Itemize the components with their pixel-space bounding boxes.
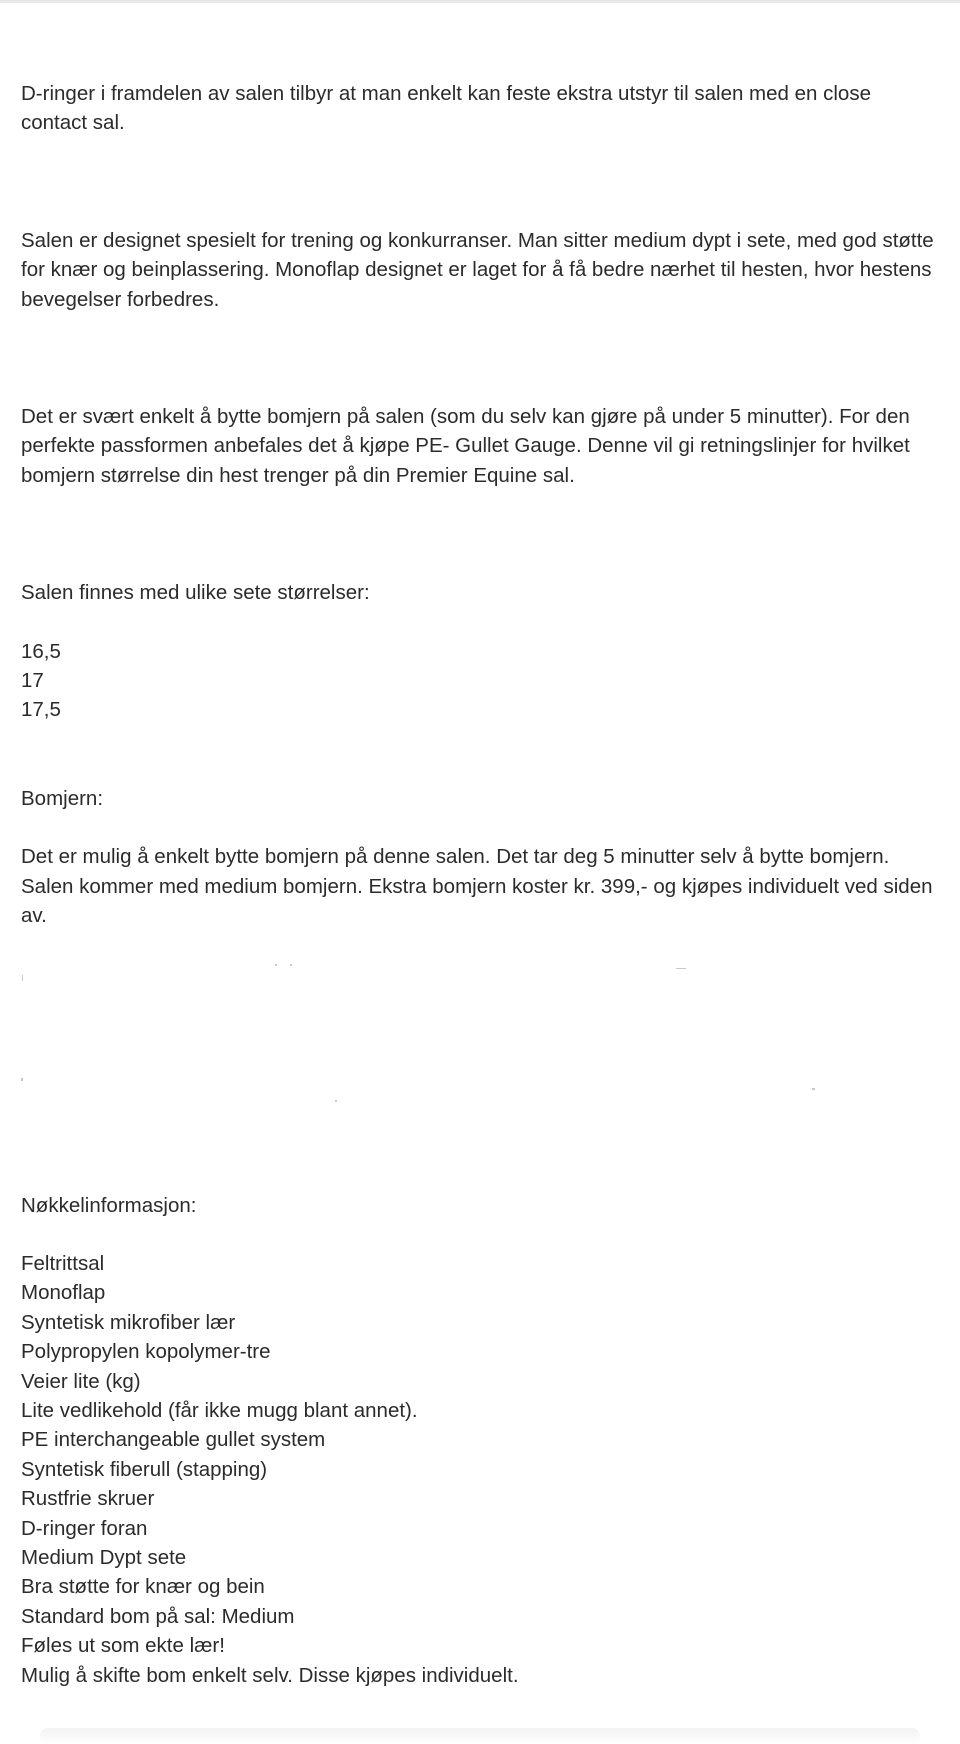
seat-sizes-list	[21, 637, 941, 725]
list-item: Mulig å skifte bom enkelt selv. Disse kjøpes individuelt.	[21, 1663, 519, 1687]
design-paragraph: Salen er designet spesielt for trening og konkurranser. Man sitter medium dypt i sete, med god støtte for knær og beinplassering. Monoflap designet er laget for å få bedre nærhet til hesten, hvor hestens bevegelser forbedres.	[21, 228, 934, 311]
key-info-heading: Nøkkelinformasjon:	[21, 1193, 197, 1217]
key-info-list	[21, 1249, 941, 1690]
list-item: D-ringer foran	[21, 1516, 148, 1540]
image-artifact	[812, 1088, 815, 1090]
image-artifact	[290, 964, 292, 966]
list-item: Syntetisk mikrofiber lær	[21, 1310, 236, 1334]
list-item: Medium Dypt sete	[21, 1545, 187, 1569]
list-item: 17	[21, 669, 44, 693]
list-item: Veier lite (kg)	[21, 1369, 141, 1393]
seat-sizes-heading: Salen finnes med ulike sete størrelser:	[21, 581, 370, 605]
product-description	[21, 79, 941, 1690]
list-item: PE interchangeable gullet system	[21, 1428, 326, 1452]
image-artifact	[21, 1078, 23, 1081]
list-item: Polypropylen kopolymer-tre	[21, 1340, 271, 1364]
list-item: Bra støtte for knær og bein	[21, 1575, 265, 1599]
list-item: Føles ut som ekte lær!	[21, 1634, 225, 1658]
list-item: Syntetisk fiberull (stapping)	[21, 1457, 268, 1481]
image-artifact	[676, 968, 686, 969]
image-artifact	[22, 975, 23, 981]
blank-image-area	[21, 931, 941, 1191]
bottom-shadow	[40, 1728, 920, 1744]
list-item: Rustfrie skruer	[21, 1487, 155, 1511]
list-item: Monoflap	[21, 1281, 106, 1305]
d-rings-paragraph: D-ringer i framdelen av salen tilbyr at man enkelt kan feste ekstra utstyr til salen med en close contact sal.	[21, 82, 871, 135]
list-item: 17,5	[21, 698, 61, 722]
image-artifact	[275, 964, 277, 966]
list-item: 16,5	[21, 639, 61, 663]
image-artifact	[335, 1100, 337, 1102]
list-item: Standard bom på sal: Medium	[21, 1604, 295, 1628]
gullet-heading: Bomjern:	[21, 786, 104, 810]
list-item: Feltrittsal	[21, 1251, 105, 1275]
gullet-change-paragraph: Det er svært enkelt å bytte bomjern på salen (som du selv kan gjøre på under 5 minutter). For den perfekte passformen anbefales det å kjøpe PE- Gullet Gauge. Denne vil gi retningslinjer for hvilket bomjern størrelse din hest trenger på din Premier Equine sal.	[21, 405, 910, 487]
gullet-paragraph: Det er mulig å enkelt bytte bomjern på denne salen. Det tar deg 5 minutter selv å bytte bomjern. Salen kommer med medium bomjern. Ekstra bomjern koster kr. 399,- og kjøpes individuelt ved siden av.	[21, 845, 933, 928]
top-divider	[0, 0, 960, 3]
list-item: Lite vedlikehold (får ikke mugg blant annet).	[21, 1398, 418, 1422]
